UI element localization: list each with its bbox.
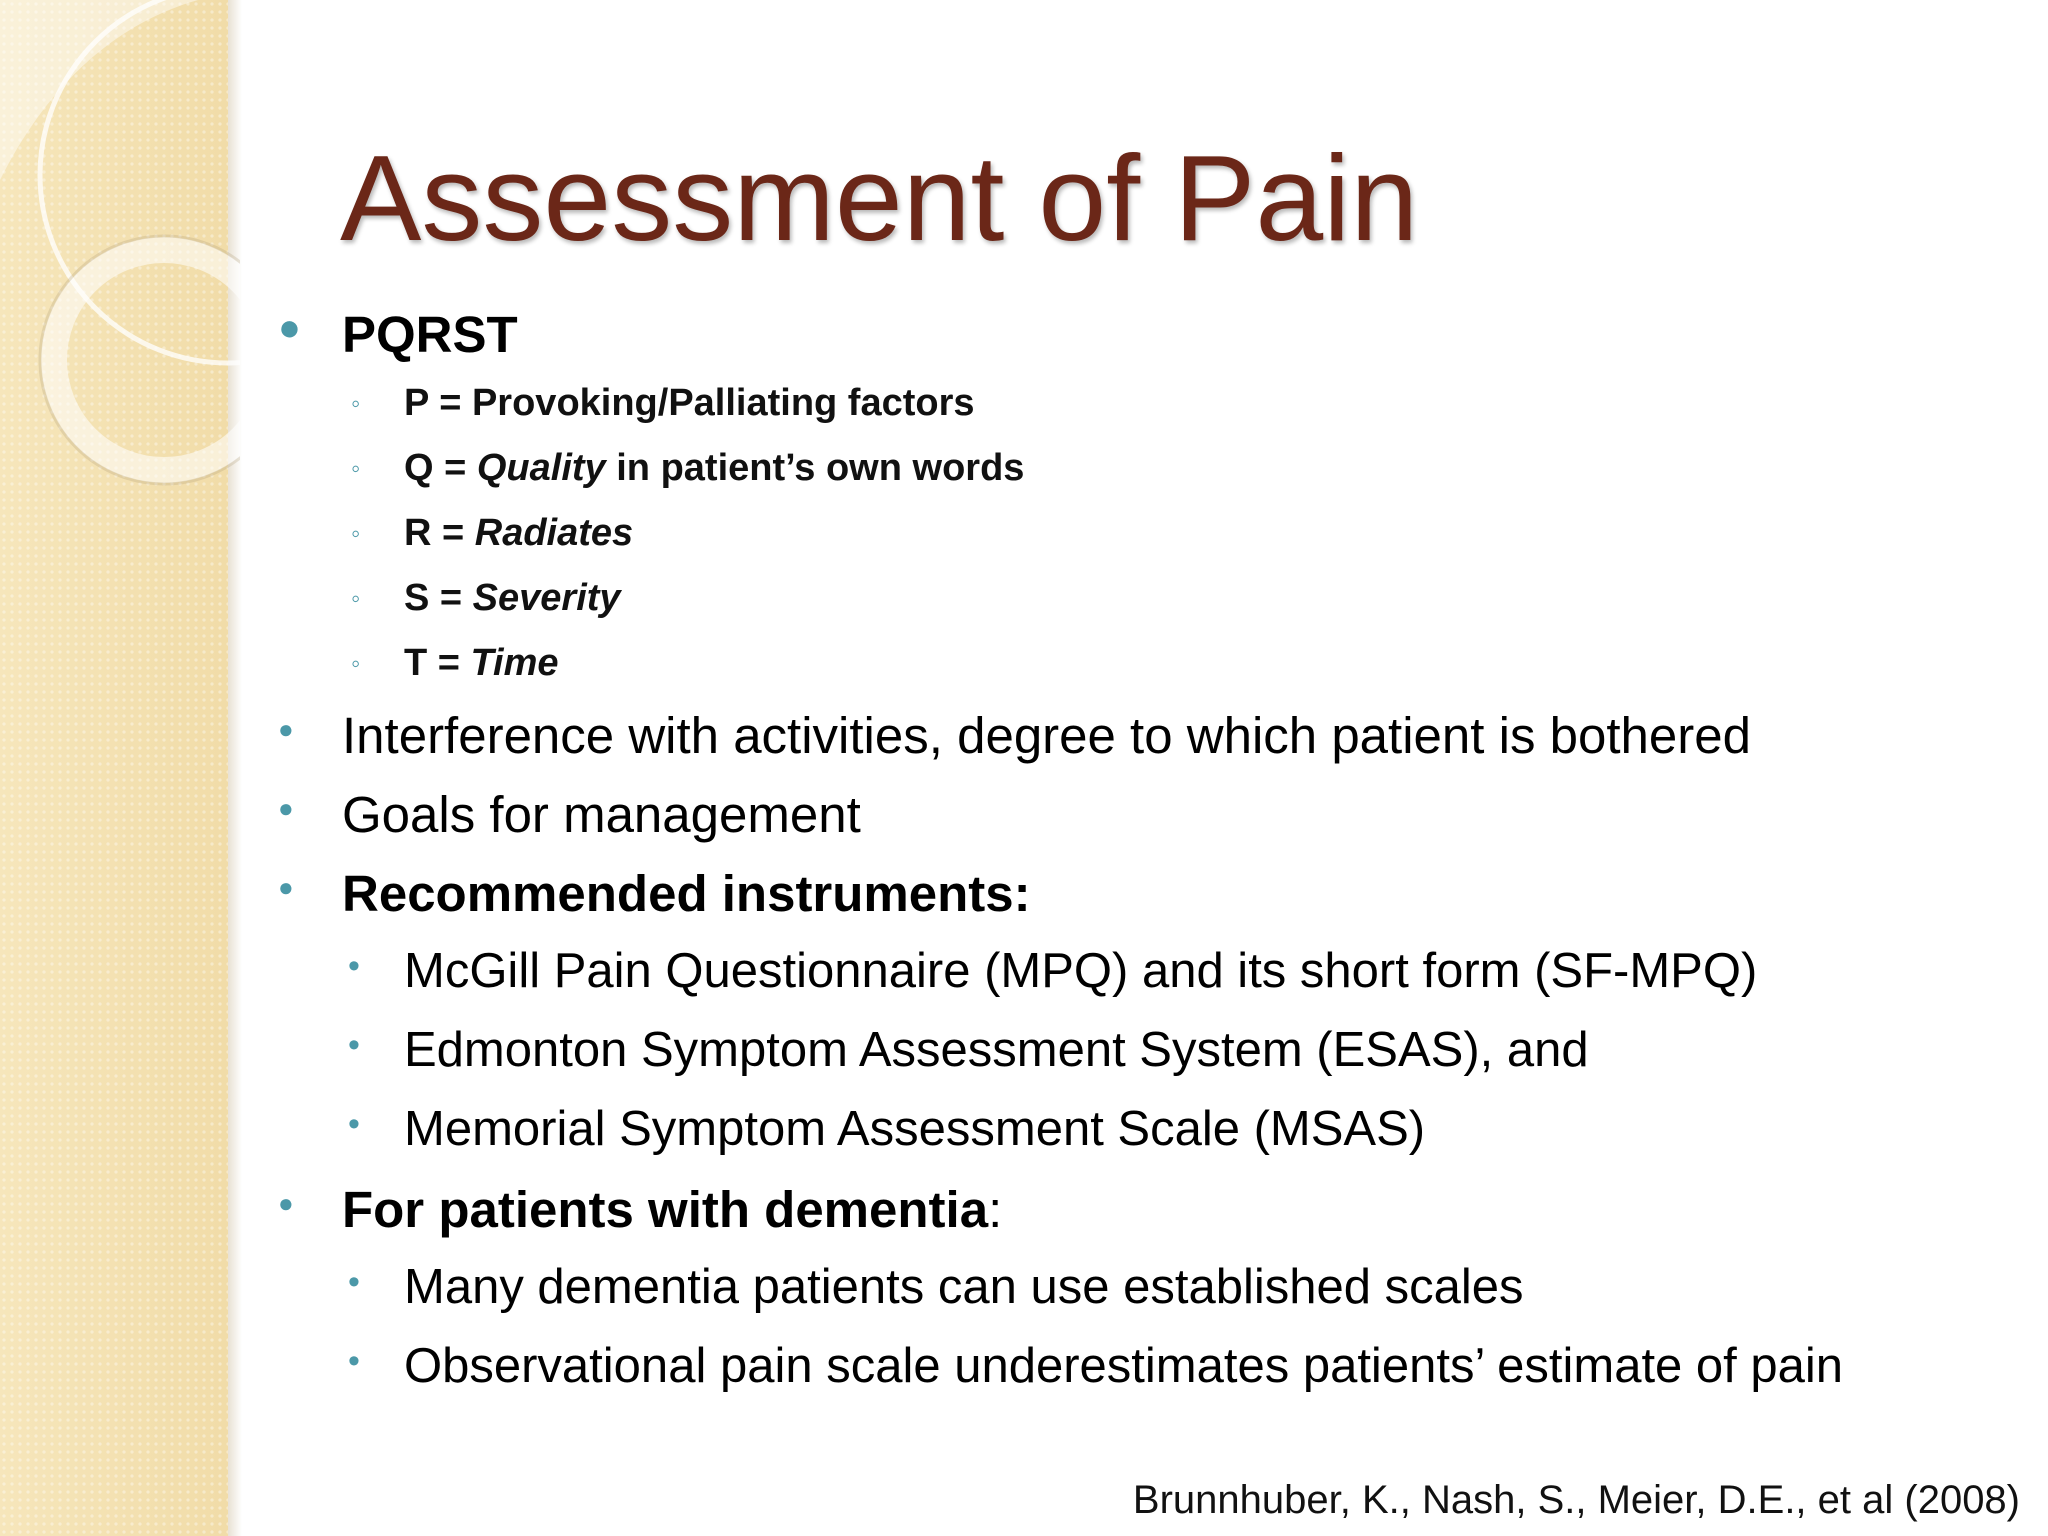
- pqrst-item-text: [404, 642, 559, 685]
- hollow-circle-bullet-icon: ◦: [351, 518, 361, 548]
- filled-circle-bullet-icon: ●: [278, 872, 294, 902]
- pqrst-item-prefix: S =: [404, 577, 473, 619]
- pqrst-item-prefix: R =: [404, 512, 475, 554]
- filled-circle-bullet-icon: ●: [278, 307, 301, 349]
- instrument-item-text: Memorial Symptom Assessment Scale (MSAS): [404, 1102, 1426, 1156]
- filled-circle-bullet-icon: •: [348, 1105, 360, 1143]
- filled-circle-bullet-icon: ●: [278, 1188, 294, 1218]
- pqrst-item-text: [404, 382, 975, 425]
- pqrst-item-suffix: in patient’s own words: [605, 447, 1025, 489]
- slide-title: Assessment of Pain: [340, 130, 1419, 266]
- corner-highlight: [0, 0, 198, 180]
- filled-circle-bullet-icon: ●: [278, 793, 294, 823]
- dementia-heading: For patients with dementia: [342, 1181, 989, 1238]
- pqrst-item-emphasis: Quality: [476, 447, 606, 489]
- hollow-circle-bullet-icon: ◦: [351, 583, 361, 613]
- dementia-item-text: Many dementia patients can use established scales: [404, 1260, 1524, 1314]
- pqrst-item-prefix: T =: [404, 642, 471, 684]
- filled-circle-bullet-icon: •: [348, 947, 360, 985]
- pqrst-item-emphasis: Radiates: [474, 512, 634, 554]
- decorative-rings: [0, 0, 240, 520]
- dementia-heading-line: [342, 1180, 1002, 1239]
- interference-text: Interference with activities, degree to which patient is bothered: [342, 707, 1751, 764]
- hollow-circle-bullet-icon: ◦: [351, 388, 361, 418]
- pqrst-item-prefix: P = Provoking/Palliating factors: [404, 382, 975, 424]
- filled-circle-bullet-icon: ●: [278, 714, 294, 744]
- pqrst-item-emphasis: Time: [470, 642, 559, 684]
- citation: Brunnhuber, K., Nash, S., Meier, D.E., et al (2008): [1132, 1478, 2020, 1522]
- pqrst-item-text: [404, 447, 1024, 490]
- pqrst-item-emphasis: Severity: [472, 577, 621, 619]
- pqrst-heading: PQRST: [342, 306, 518, 363]
- goals-text: Goals for management: [342, 786, 861, 843]
- pqrst-item-text: [404, 512, 633, 555]
- instruments-heading: Recommended instruments:: [342, 865, 1031, 922]
- instrument-item-text: McGill Pain Questionnaire (MPQ) and its short form (SF-MPQ): [404, 944, 1758, 998]
- pqrst-item-text: [404, 577, 621, 620]
- dementia-item-text: Observational pain scale underestimates patients’ estimate of pain: [404, 1339, 1844, 1393]
- dementia-heading-colon: :: [988, 1181, 1003, 1238]
- filled-circle-bullet-icon: •: [348, 1263, 360, 1301]
- filled-circle-bullet-icon: •: [348, 1342, 360, 1380]
- hollow-circle-bullet-icon: ◦: [351, 453, 361, 483]
- pqrst-item-prefix: Q =: [404, 447, 477, 489]
- instrument-item-text: Edmonton Symptom Assessment System (ESAS), and: [404, 1023, 1589, 1077]
- filled-circle-bullet-icon: •: [348, 1026, 360, 1064]
- hollow-circle-bullet-icon: ◦: [351, 648, 361, 678]
